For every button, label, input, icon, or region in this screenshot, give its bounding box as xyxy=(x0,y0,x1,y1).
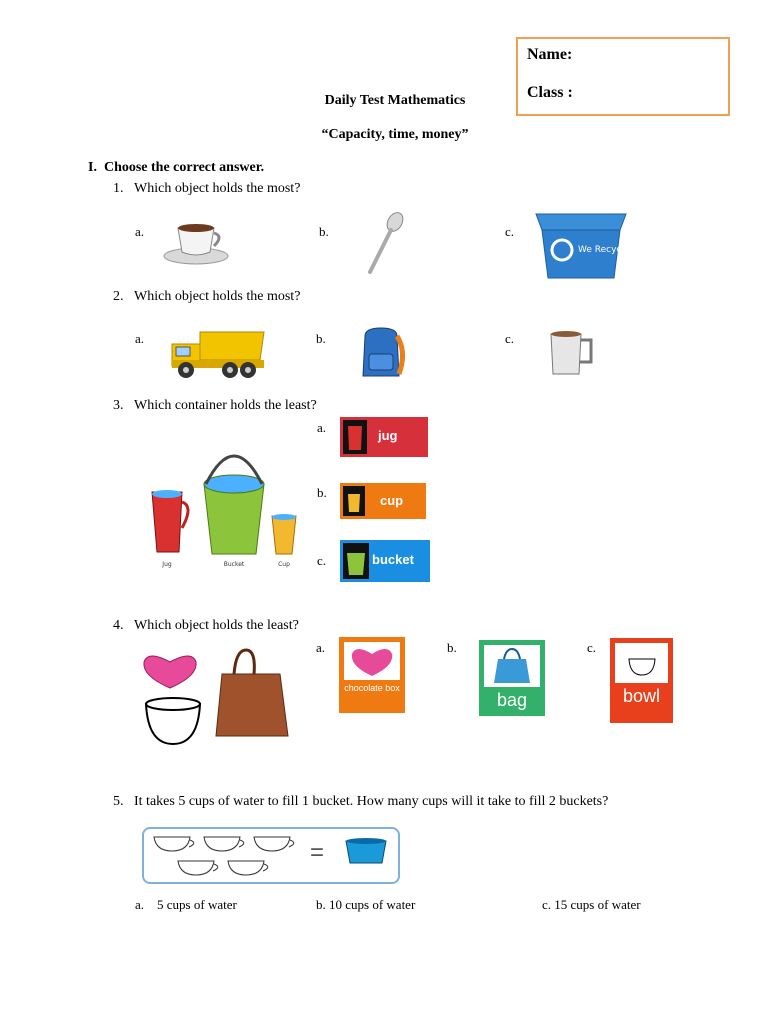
question-5 xyxy=(113,794,608,810)
question-text: Which object holds the most? xyxy=(134,289,301,304)
q4-option-a-card[interactable] xyxy=(339,637,405,713)
cup-image xyxy=(254,837,290,851)
bucket-image xyxy=(204,484,264,554)
page-title: Daily Test Mathematics xyxy=(324,93,466,108)
question-text: Which object holds the least? xyxy=(134,618,299,633)
bowl-icon xyxy=(615,643,668,683)
q2-option-b-letter[interactable]: b. xyxy=(316,331,326,346)
question-text: Which container holds the least? xyxy=(134,398,317,413)
jug-caption: Jug xyxy=(162,561,172,568)
name-label: Name: xyxy=(527,46,573,63)
question-number: 4. xyxy=(113,618,124,633)
question-3 xyxy=(113,398,317,414)
q3-option-c-letter[interactable]: c. xyxy=(317,553,327,568)
q4-option-c-letter[interactable]: c. xyxy=(587,640,597,655)
question-number: 5. xyxy=(113,794,124,809)
containers-figure xyxy=(148,444,308,570)
cup-icon xyxy=(343,486,365,516)
bag-icon xyxy=(484,645,540,687)
q5-option-b-text: 10 cups of water xyxy=(329,897,416,912)
question-4 xyxy=(113,618,299,634)
q5-option-c[interactable] xyxy=(542,897,641,913)
bag-label: bag xyxy=(496,690,528,710)
q4-option-c-card[interactable] xyxy=(610,638,673,723)
section-heading xyxy=(88,160,264,176)
q4-option-b-letter[interactable]: b. xyxy=(447,640,457,655)
backpack-icon[interactable] xyxy=(355,326,407,380)
q5-option-b[interactable] xyxy=(316,897,415,913)
cup-card-label: cup xyxy=(380,493,404,508)
q4-option-a-letter[interactable]: a. xyxy=(316,640,326,655)
chocolate-box-icon xyxy=(344,642,400,680)
cups-group xyxy=(150,833,310,883)
bucket-card-label: bucket xyxy=(372,552,414,567)
mug-icon[interactable] xyxy=(547,328,597,378)
dump-truck-icon[interactable] xyxy=(170,330,266,380)
q2-option-a-letter[interactable]: a. xyxy=(135,331,145,346)
question-number: 2. xyxy=(113,289,124,304)
question-text: It takes 5 cups of water to fill 1 bucket. How many cups will it take to fill 2 buckets? xyxy=(134,794,609,809)
question-1 xyxy=(113,181,300,197)
spoon-icon[interactable] xyxy=(362,212,406,276)
bowl-label: bowl xyxy=(622,686,661,706)
q3-option-a-letter[interactable]: a. xyxy=(317,420,327,435)
recycle-bin-label: We Recycle xyxy=(578,245,630,255)
equals-sign: = xyxy=(310,839,325,866)
cups-bucket-figure xyxy=(142,827,400,884)
q5-option-a[interactable] xyxy=(135,897,237,913)
jug-icon xyxy=(343,420,367,454)
q5-option-a-letter: a. xyxy=(135,897,145,912)
q1-option-b-letter[interactable]: b. xyxy=(319,224,329,239)
q3-option-b-card[interactable] xyxy=(340,483,426,519)
q3-option-b-letter[interactable]: b. xyxy=(317,485,327,500)
chocolate-box-label: chocolate box xyxy=(344,683,400,693)
section-title: Choose the correct answer. xyxy=(103,160,265,175)
q5-option-c-text: 15 cups of water xyxy=(554,897,641,912)
cup-caption: Cup xyxy=(278,561,290,568)
bucket-caption: Bucket xyxy=(223,561,245,568)
q5-option-c-letter: c. xyxy=(542,897,552,912)
cup-image xyxy=(272,516,296,554)
objects-figure xyxy=(136,648,292,752)
cup-image xyxy=(154,837,190,851)
q1-option-c-letter[interactable]: c. xyxy=(505,224,515,239)
bag-image xyxy=(216,674,288,736)
heart-box-image xyxy=(144,656,196,688)
question-number: 1. xyxy=(113,181,124,196)
bucket-image xyxy=(344,837,388,865)
question-2 xyxy=(113,289,300,305)
jug-card-label: jug xyxy=(378,428,398,443)
q3-option-c-card[interactable] xyxy=(340,540,430,582)
q4-option-b-card[interactable] xyxy=(479,640,545,716)
recycle-bin-icon[interactable] xyxy=(534,208,628,280)
page-subtitle: “Capacity, time, money” xyxy=(321,127,469,142)
cup-image xyxy=(178,861,214,875)
jug-image xyxy=(152,492,182,552)
cup-image xyxy=(228,861,264,875)
q1-option-a-letter[interactable]: a. xyxy=(135,224,145,239)
bucket-icon xyxy=(343,543,369,579)
cup-image xyxy=(204,837,240,851)
q3-option-a-card[interactable] xyxy=(340,417,428,457)
q2-option-c-letter[interactable]: c. xyxy=(505,331,515,346)
q5-option-b-letter: b. xyxy=(316,897,326,912)
question-text: Which object holds the most? xyxy=(134,181,301,196)
q5-option-a-text: 5 cups of water xyxy=(157,897,237,912)
class-label: Class : xyxy=(527,84,573,101)
teacup-icon[interactable] xyxy=(160,208,232,268)
question-number: 3. xyxy=(113,398,124,413)
section-number: I. xyxy=(88,160,97,175)
